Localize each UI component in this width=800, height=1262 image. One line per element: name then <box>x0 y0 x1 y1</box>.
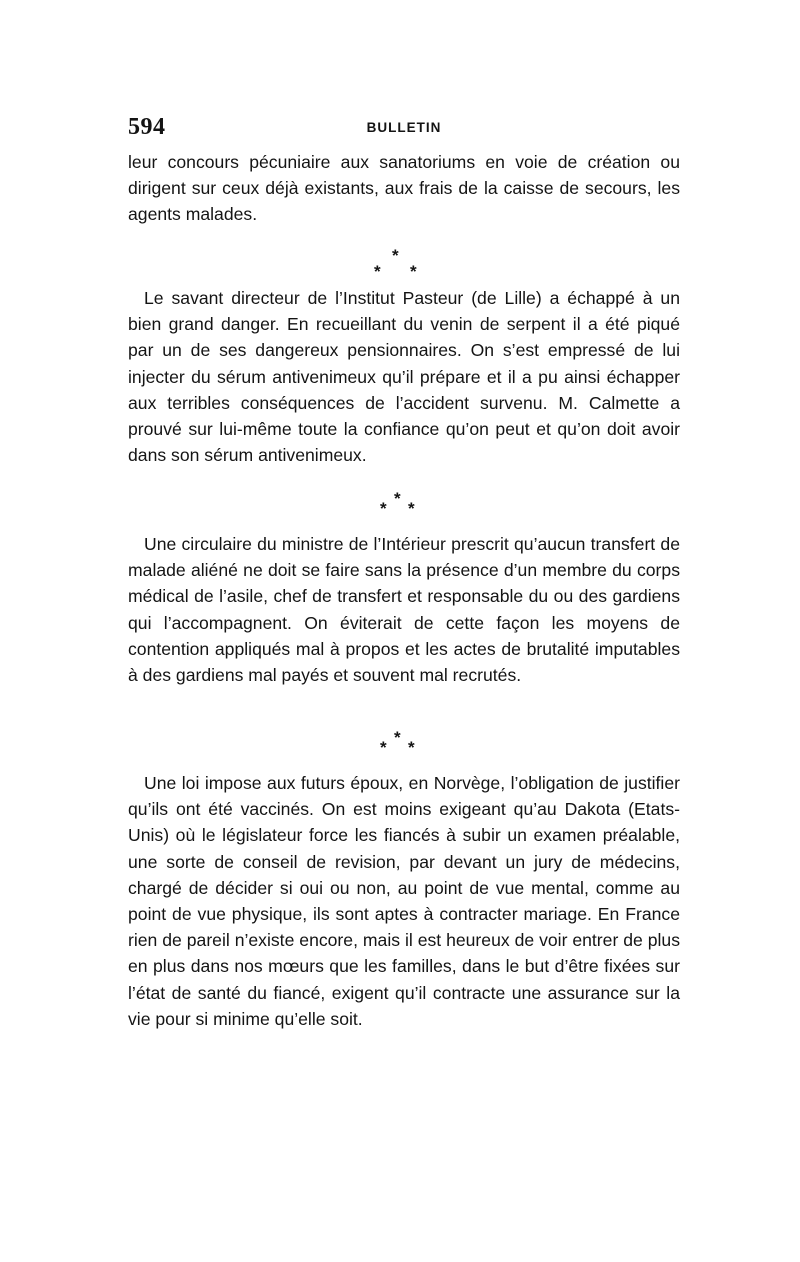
paragraph-continuation: leur concours pécuniaire aux sanatoriums en voie de création ou dirigent sur ceux déjà existants, aux frais de la caisse de secours, les agents malades. <box>128 152 680 225</box>
page-number: 594 <box>128 114 166 140</box>
separator-star: * <box>394 489 401 508</box>
section-separator-asterism <box>376 729 426 755</box>
section-separator-asterism <box>370 247 430 281</box>
separator-star: * <box>392 246 399 265</box>
paragraph-institut-pasteur: Le savant directeur de l’Institut Pasteur (de Lille) a échappé à un bien grand danger. En recueillant du venin de serpent il a été piqué par un de ses dangereux pensionnaires. On s’est empressé de lui injecter du sérum antivenimeux qu’il prépare et il a pu ainsi échapper aux terribles conséquences de l’accident survenu. M. Calmette a prouvé sur lui-même toute la confiance qu’on peut et qu’on doit avoir dans son sérum antivenimeux. <box>128 288 680 466</box>
separator-star: * <box>380 738 387 757</box>
running-title: BULLETIN <box>366 120 442 135</box>
separator-star: * <box>410 262 417 281</box>
separator-star: * <box>374 262 381 281</box>
separator-star: * <box>408 738 415 757</box>
separator-star: * <box>408 499 415 518</box>
separator-star: * <box>380 499 387 518</box>
paragraph-circulaire-interieur: Une circulaire du ministre de l’Intérieur prescrit qu’aucun transfert de malade aliéné ne doit se faire sans la présence d’un membre du corps médical de l’asile, chef de transfert et responsable du ou des gardiens qui l’accompagnent. On éviterait de cette façon les moyens de contention appliqués mal à propos et les actes de brutalité imputables à des gardiens mal payés et souvent mal recrutés. <box>128 534 680 686</box>
separator-star: * <box>394 728 401 747</box>
paragraph-loi-norvege: Une loi impose aux futurs époux, en Norvège, l’obligation de justifier qu’ils ont été vaccinés. On est moins exigeant qu’au Dakota (Etats-Unis) où le législateur force les fiancés à subir un examen préalable, une sorte de conseil de revision, par devant un jury de médecins, chargé de décider si oui ou non, au point de vue mental, comme au point de vue physique, ils sont aptes à contracter mariage. En France rien de pareil n’existe encore, mais il est heureux de voir entrer de plus en plus dans nos mœurs que les familles, dans le but d’être fixées sur l’état de santé du fiancé, exigent qu’il contracte une assurance sur la vie pour si minime qu’elle soit. <box>128 773 680 1029</box>
page-header <box>128 112 680 142</box>
section-separator-asterism <box>376 490 426 516</box>
